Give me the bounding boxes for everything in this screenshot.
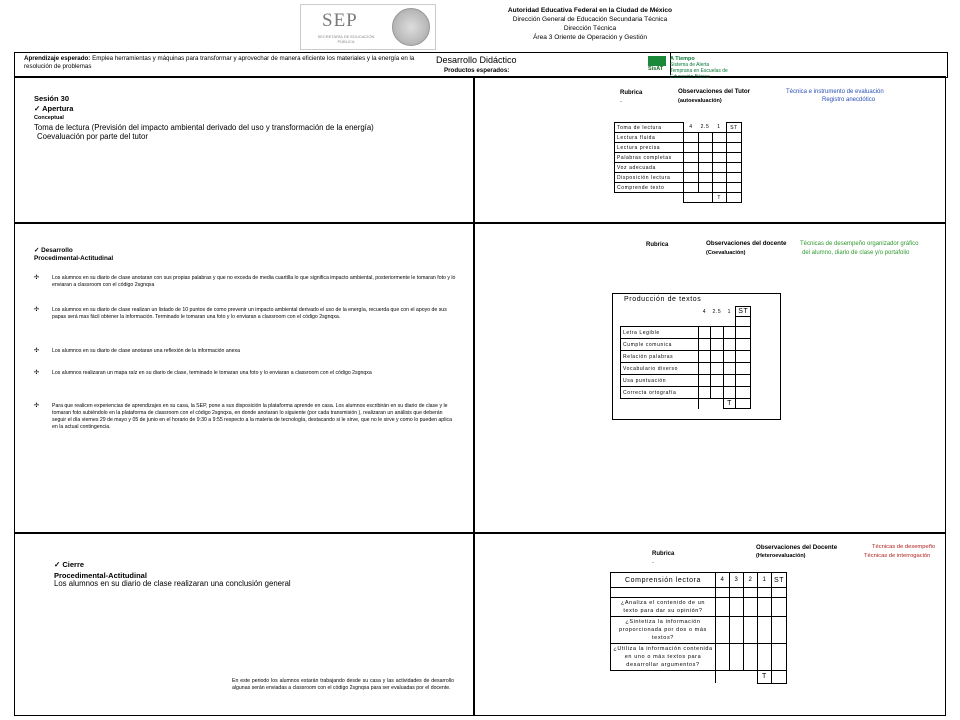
rubric-cell[interactable] (758, 598, 772, 617)
rubric-cell[interactable] (736, 399, 751, 409)
rubric-st: ST (772, 573, 787, 588)
bullet-icon: ✣ (34, 307, 40, 313)
rubric-row-label: ¿Utiliza la información contenida en uno o más textos para desarrollar argumentos? (611, 644, 716, 671)
check-icon: ✓ (34, 247, 40, 254)
desarrollo-heading (34, 246, 73, 254)
registro-anecdotico: Registro anecdótico (822, 97, 876, 103)
rubric-cell[interactable] (684, 153, 699, 163)
conceptual-label: Conceptual (34, 115, 64, 121)
cierre-nota: En este periodo los alumnos estarán trabajando desde su casa y las actividades de desarrollo algunas serán enviadas a classroom con el código 2sgnqxa para ser evaluadas por el docente. (232, 678, 454, 691)
rubric-cell[interactable] (723, 363, 736, 375)
apertura-heading (34, 104, 73, 113)
grid-divider-2 (14, 532, 946, 534)
rubric-cell[interactable] (758, 617, 772, 644)
rubric-table-produccion-textos (620, 306, 751, 409)
rubric-row-label: Cumple comunica (621, 339, 699, 351)
header-line-3: Dirección Técnica (563, 25, 617, 32)
rubric-cell[interactable] (698, 183, 712, 193)
tecnica-instrumento: Técnica e instrumento de evaluación (786, 89, 884, 95)
rubric-col: 4 (684, 123, 699, 133)
rubric-cell[interactable] (684, 163, 699, 173)
rubric-cell[interactable] (699, 339, 711, 351)
rubric-cell[interactable] (699, 351, 711, 363)
rubric-row-label: Comprende texto (615, 183, 684, 193)
mexico-seal-icon (392, 8, 430, 46)
atiempo-subtitle: Sistema de Alerta Temprana en Escuelas de Educación Básica (670, 62, 728, 80)
rubric-cell[interactable] (712, 133, 727, 143)
header-line-4: Área 3 Oriente de Operación y Gestión (533, 34, 647, 41)
rubric-cell[interactable] (727, 143, 742, 153)
rubrica-label: Rubrica (620, 90, 643, 96)
rubrica-dot: . (652, 558, 654, 565)
rubric-cell[interactable] (723, 339, 736, 351)
rubric-cell[interactable] (723, 375, 736, 387)
check-icon: ✓ (34, 104, 41, 113)
observaciones-docente-title: Observaciones del docente (706, 240, 787, 247)
rubric-row-label: ¿Sintetiza la información proporcionada por dos o más textos? (611, 617, 716, 644)
rubric-cell[interactable] (736, 351, 751, 363)
desarrollo-item: Los alumnos en su diario de clase anotaran con sus propias palabras y que no exceda de media cuartilla lo que significa impacto ambiental, posteriormente le tomaran foto y lo enviaran a classroom con el código 2sgnqxa (52, 275, 456, 288)
rubric-col: 1 (727, 308, 731, 315)
rubric-cell[interactable] (727, 163, 742, 173)
rubric-col: 4 (702, 308, 707, 315)
desarrollo-subtitle: Procedimental-Actitudinal (34, 255, 114, 262)
observaciones-docente-sub: (Coevaluación) (706, 250, 746, 256)
rubric-cell[interactable] (712, 143, 727, 153)
rubric-total: T (758, 671, 772, 684)
rubric-cell[interactable] (716, 644, 730, 671)
rubric-cell[interactable] (744, 644, 758, 671)
rubric-total: T (723, 399, 736, 409)
rubric-title: Toma de lectura (615, 123, 684, 133)
rubric-row-label: Lectura fluida (615, 133, 684, 143)
header-text (440, 6, 740, 42)
rubrica-dot: . (620, 97, 622, 104)
rubric-cell[interactable] (772, 671, 787, 684)
aprendizaje-label: Aprendizaje esperado: (24, 55, 91, 62)
rubric-cell[interactable] (723, 387, 736, 399)
rubric-st: ST (727, 123, 742, 133)
rubric-cell[interactable] (711, 363, 724, 375)
apertura-title: Apertura (42, 104, 74, 113)
desarrollo-item: Para que realicen experiencias de aprendizajes en su casa, la SEP, pone a sus disposición la plataforma aprende en casa. Los alumnos escribirán en su diario de clase y le tomaran foto subiéndolo en la plataforma de classroom con el código 2sgnqxa, en donde anotaran lo siguiente (por cada transmisión ), realizaran un análisis que deberán seguir el día viernes 29 de mayo y 05 de junio en el horario de 9:30 a 9:55 respecto a la materia de tecnología, destacando si le sirve, que no le sirve y como lo pueden aplica en la actual contingencia. (52, 403, 452, 430)
rubric-row-label: Palabras completas (615, 153, 684, 163)
rubric-cell[interactable] (684, 173, 699, 183)
rubric-cell[interactable] (730, 598, 744, 617)
rubric-cell[interactable] (727, 133, 742, 143)
rubric-title: Comprensión lectora (611, 573, 716, 588)
rubrica-label: Rubrica (646, 242, 669, 248)
rubric-cell[interactable] (736, 327, 751, 339)
rubrica-label: Rubrica (652, 551, 675, 557)
rubric-cell[interactable] (712, 173, 727, 183)
rubric-cell[interactable] (698, 163, 712, 173)
rubric-col: 2.5 (700, 124, 710, 131)
rubric-cell[interactable] (744, 617, 758, 644)
header-line-2: Dirección General de Educación Secundaria Técnica (512, 16, 668, 23)
observaciones-docente-title: Observaciones del Docente (756, 544, 838, 551)
rubric-row-label: Disposición lectura (615, 173, 684, 183)
rubric-cell[interactable] (736, 387, 751, 399)
rubric-cell[interactable] (698, 173, 712, 183)
rubric-cell[interactable] (698, 143, 712, 153)
rubric-cell[interactable] (711, 339, 724, 351)
content-grid (14, 76, 946, 716)
sep-logo-subtitle: SECRETARÍA DE EDUCACIÓN PÚBLICA (317, 34, 375, 44)
rubric-cell[interactable] (727, 173, 742, 183)
rubric-cell[interactable] (730, 644, 744, 671)
rubric-cell[interactable] (712, 153, 727, 163)
rubric-table-comprension-lectora (610, 572, 787, 684)
rubric-cell[interactable] (712, 163, 727, 173)
grid-divider-1 (14, 222, 946, 224)
observaciones-tutor-sub: (autoevaluación) (678, 98, 722, 104)
rubric-cell[interactable] (684, 183, 699, 193)
sep-logo-text: SEP (322, 10, 358, 31)
productos-esperados: Productos esperados: (444, 67, 510, 74)
rubric-cell[interactable] (727, 193, 742, 203)
rubric-cell[interactable] (698, 133, 712, 143)
tecnicas-desempeno: Técnicas de desempeño organizador gráfico (800, 241, 919, 247)
desarrollo-item: Los alumnos en su diario de clase realizan un listado de 10 puntos de como prevenir un impacto ambiental derivado el uso de la energía, recuerda que con el apoyo de sus papas será mas fácil obtener la información. Terminado le tomaran una foto y lo enviaran a classroom con el código 2sgnqxa. (52, 307, 447, 320)
rubric-col: 3 (730, 573, 744, 588)
rubric-cell[interactable] (699, 327, 711, 339)
rubric-row-label: Relación palabras (621, 351, 699, 363)
bullet-icon: ✣ (34, 348, 40, 354)
header-line-1: Autoridad Educativa Federal en la Ciudad de México (507, 7, 673, 14)
rubric-cell[interactable] (727, 183, 742, 193)
rubric-cell[interactable] (736, 363, 751, 375)
rubric-cell[interactable] (716, 617, 730, 644)
observaciones-tutor-title: Observaciones del Tutor (678, 88, 751, 95)
bullet-icon: ✣ (34, 370, 40, 376)
desarrollo-item: Los alumnos en su diario de clase anotaran una reflexión de la información anexa (52, 348, 241, 354)
rubric-cell[interactable] (711, 327, 724, 339)
rubric-cell[interactable] (712, 183, 727, 193)
rubric-st: ST (736, 307, 751, 317)
bullet-icon: ✣ (34, 275, 40, 281)
rubric-cell[interactable] (684, 133, 699, 143)
rubric-cell[interactable] (698, 153, 712, 163)
grid-vertical-divider (473, 76, 475, 716)
rubric-col: 2 (744, 573, 758, 588)
check-icon: ✓ (54, 560, 61, 569)
rubric-title: Producción de textos (624, 296, 702, 303)
bullet-icon: ✣ (34, 403, 40, 409)
rubric-cell[interactable] (711, 375, 724, 387)
rubric-col: 2.5 (712, 308, 722, 315)
cierre-heading (54, 560, 84, 569)
rubric-cell[interactable] (772, 617, 787, 644)
rubric-cell[interactable] (758, 644, 772, 671)
rubric-cell[interactable] (716, 598, 730, 617)
sisat-logo-icon (648, 56, 666, 66)
rubric-cell[interactable] (684, 143, 699, 153)
desarrollo-item: Los alumnos realizaran un mapa raíz en su diario de clase, terminado le tomaran una foto y lo enviaran a classroom con el código 2sgnqxa (52, 370, 372, 376)
rubric-row-label: Letra Legible (621, 327, 699, 339)
aprendizaje-esperado (24, 55, 444, 71)
rubric-cell[interactable] (744, 598, 758, 617)
rubric-total: T (712, 193, 727, 203)
rubric-cell[interactable] (736, 375, 751, 387)
rubric-row-label: Correcta ortografía (621, 387, 699, 399)
rubric-cell[interactable] (736, 339, 751, 351)
rubric-cell[interactable] (699, 363, 711, 375)
rubric-row-label: Vocabulario diverso (621, 363, 699, 375)
rubric-row-label: Voz adecuada (615, 163, 684, 173)
toma-lectura-text: Toma de lectura (Previsión del impacto ambiental derivado del uso y transformación de la energía) (34, 123, 374, 132)
rubric-row-label: Lectura precisa (615, 143, 684, 153)
rubric-cell[interactable] (723, 351, 736, 363)
rubric-col: 1 (758, 573, 772, 588)
rubric-cell[interactable] (730, 617, 744, 644)
rubric-table-toma-lectura (614, 122, 742, 203)
rubric-cell[interactable] (723, 327, 736, 339)
rubric-row-label: ¿Analiza el contenido de un texto para dar su opinión? (611, 598, 716, 617)
desarrollo-title: Desarrollo (41, 247, 73, 254)
rubric-cell[interactable] (711, 351, 724, 363)
cierre-subtitle: Procedimental-Actitudinal (54, 571, 147, 580)
tecnicas-desempeno-detalle: del alumno, diario de clase y/o portafolio (802, 250, 910, 256)
rubric-cell[interactable] (699, 375, 711, 387)
rubric-cell[interactable] (711, 387, 724, 399)
tecnicas-desempeno: Técnicas de desempeño (872, 544, 936, 550)
aprendizaje-text: Emplea herramientas y máquinas para transformar y aprovechar de manera eficiente los materiales y la energía en la resolución de problemas (24, 55, 415, 70)
rubric-cell[interactable] (727, 153, 742, 163)
rubric-cell[interactable] (772, 644, 787, 671)
rubric-cell[interactable] (699, 387, 711, 399)
rubric-col: 4 (716, 573, 730, 588)
rubric-cell[interactable] (772, 598, 787, 617)
cierre-title: Cierre (62, 560, 85, 569)
desarrollo-didactico-title: Desarrollo Didáctico (436, 55, 517, 65)
rubric-col: 1 (717, 124, 721, 131)
cierre-text: Los alumnos en su diario de clase realizaran una conclusión general (54, 579, 291, 588)
sisat-logo-text: SisAT (648, 66, 664, 72)
sesion-label: Sesión 30 (34, 94, 70, 103)
rubric-row-label: Usa puntuación (621, 375, 699, 387)
observaciones-docente-sub: (Heteroevaluación) (756, 553, 806, 559)
coevaluacion-text: Coevaluación por parte del tutor (37, 132, 148, 141)
tecnicas-interrogacion: Técnicas de interrogación (864, 553, 931, 559)
atiempo-title: A Tiempo (670, 56, 695, 62)
